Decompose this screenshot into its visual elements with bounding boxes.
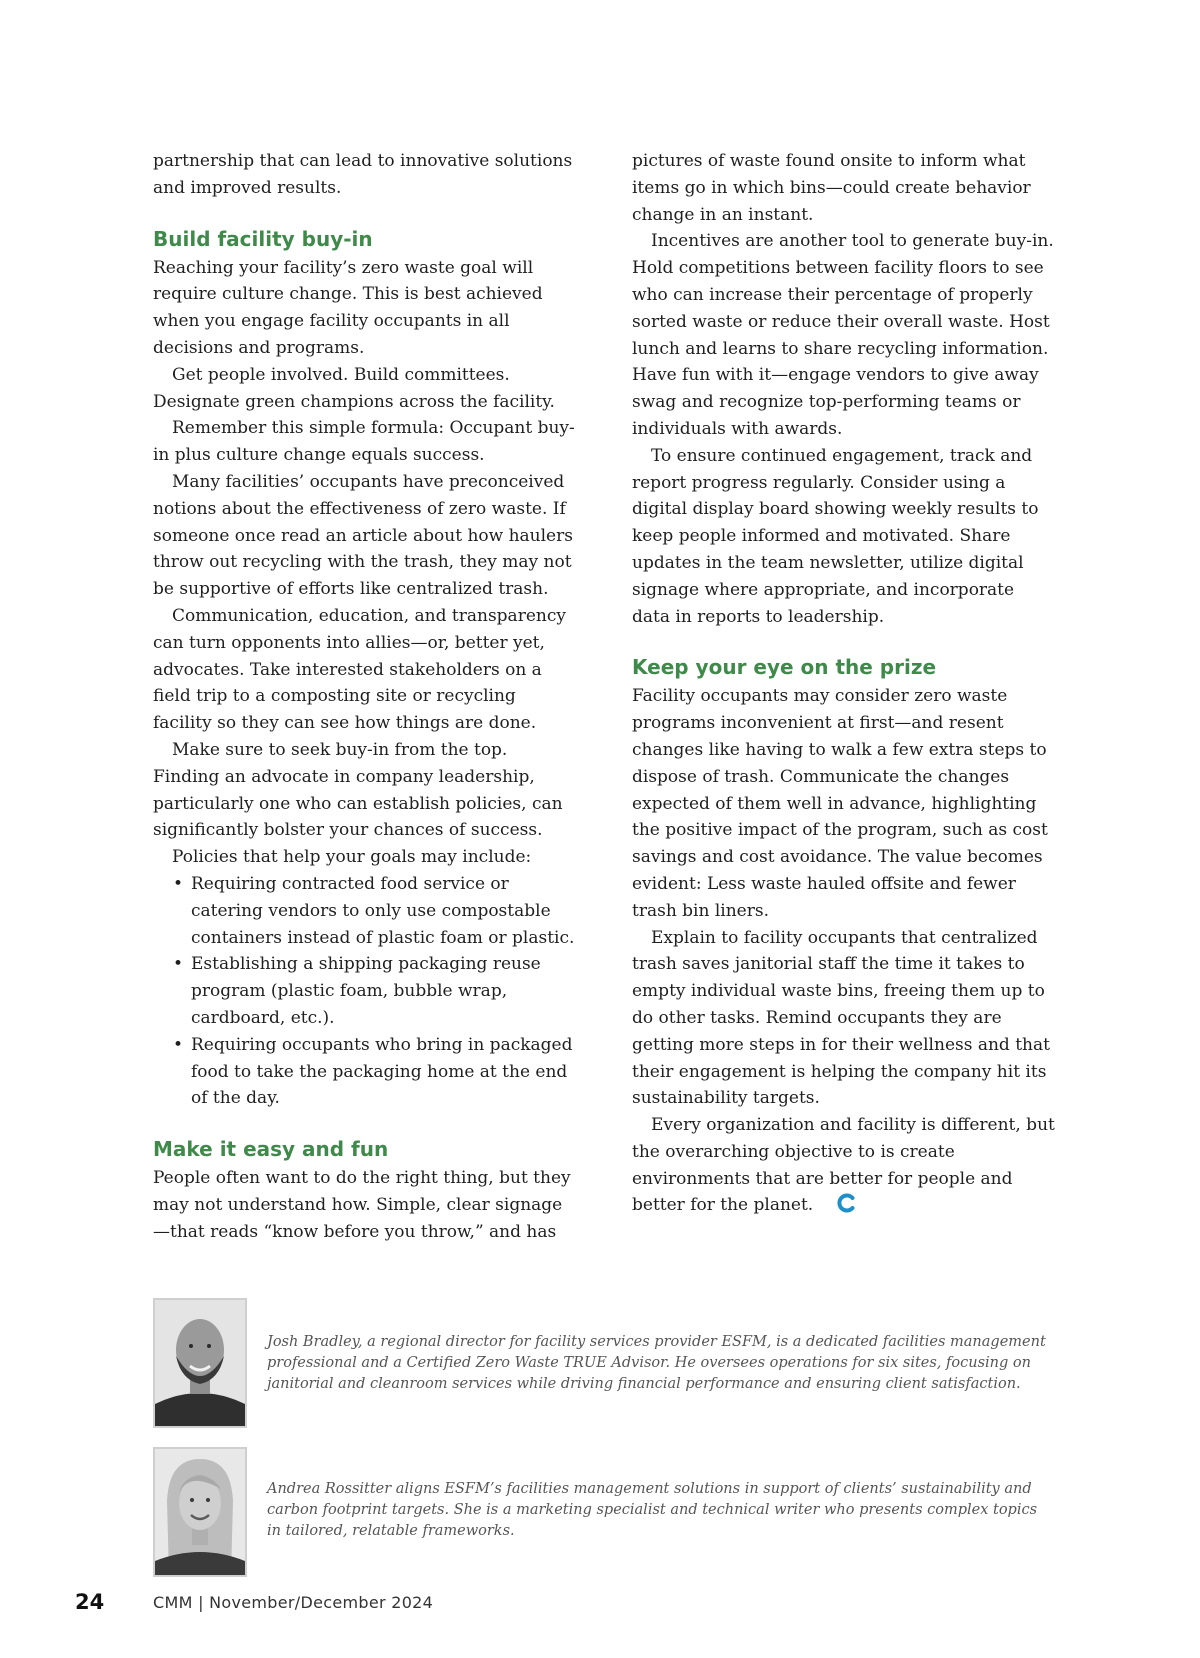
list-item: [153, 871, 578, 951]
paragraph: Make sure to seek buy-in from the top. Finding an advocate in company leadership, particularly one who can establish policies, can significantly bolster your chances of success.: [153, 739, 563, 841]
bullet-icon: •: [173, 954, 184, 975]
list-item: [153, 951, 578, 1031]
paragraph: Remember this simple formula: Occupant buy-in plus culture change equals success.: [153, 418, 575, 466]
paragraph: Reaching your facility’s zero waste goal will require culture change. This is best achieved when you engage facility occupants in all decisions and programs.: [153, 257, 543, 358]
author-photo: [153, 1447, 247, 1577]
paragraph: Incentives are another tool to generate buy-in. Hold competitions between facility floors to see who can increase their percentage of properly sorted waste or reduce their overall waste. Host lunch and learns to share recycling information. Have fun with it—engage vendors to give away swag and recognize top-performing teams or individuals with awards.: [632, 231, 1054, 439]
author-photo: [153, 1298, 247, 1428]
paragraph: Communication, education, and transparency can turn opponents into allies—or, better yet, advocates. Take interested stakeholders on a field trip to a composting site or recycling facility so they can see how things are done.: [153, 605, 566, 734]
paragraph: Many facilities’ occupants have preconceived notions about the effectiveness of zero waste. If someone once read an article about how haulers throw out recycling with the trash, they may not be supportive of efforts like centralized trash.: [153, 471, 573, 600]
list-item: [153, 1032, 578, 1112]
author-bio-josh-bradley: [153, 1298, 1053, 1426]
publication-line: CMM | November/December 2024: [153, 1593, 434, 1612]
bullet-icon: •: [173, 1034, 184, 1055]
section-heading-eye-on-prize: Keep your eye on the prize: [632, 655, 937, 680]
left-column: [153, 148, 578, 1245]
policy-list: [153, 871, 578, 1112]
paragraph-final: [632, 1112, 1057, 1222]
paragraph: Policies that help your goals may include:: [172, 847, 532, 868]
section-heading-build-buy-in: Build facility buy-in: [153, 226, 373, 251]
paragraph: To ensure continued engagement, track and report progress regularly. Consider using a digital display board showing weekly results to keep people informed and motivated. Share updates in the team newsletter, utilize digital signage where appropriate, and incorporate data in reports to leadership.: [632, 445, 1039, 627]
author-bio-andrea-rossitter: [153, 1447, 1053, 1575]
paragraph-final-text: Every organization and facility is different, but the overarching objective to is create environments that are better for people and better for the planet.: [632, 1115, 1055, 1216]
section-heading-easy-and-fun: Make it easy and fun: [153, 1137, 389, 1162]
paragraph: People often want to do the right thing, but they may not understand how. Simple, clear signage—that reads “know before you throw,” and has: [153, 1168, 571, 1242]
bullet-icon: •: [173, 873, 184, 894]
list-item-text: Requiring contracted food service or catering vendors to only use compostable containers instead of plastic foam or plastic.: [191, 873, 575, 948]
paragraph: Get people involved. Build committees. Designate green champions across the facility.: [153, 364, 555, 412]
paragraph: pictures of waste found onsite to inform what items go in which bins—could create behavior change in an instant.: [632, 151, 1031, 225]
list-item-text: Requiring occupants who bring in packaged food to take the packaging home at the end of the day.: [191, 1034, 573, 1109]
end-of-article-mark-icon: [817, 1193, 856, 1222]
paragraph: partnership that can lead to innovative solutions and improved results.: [153, 151, 573, 198]
right-column: [632, 148, 1057, 1222]
page-number: 24: [75, 1590, 105, 1614]
bio-text: Andrea Rossitter aligns ESFM’s facilities management solutions in support of clients’ sustainability and carbon footprint targets. She is a marketing specialist and technical writer who presents complex topics in tailored, relatable frameworks.: [267, 1481, 1038, 1539]
paragraph: Explain to facility occupants that centralized trash saves janitorial staff the time it takes to empty individual waste bins, freeing them up to do other tasks. Remind occupants they are getting more steps in for their wellness and that their engagement is helping the company hit its sustainability targets.: [632, 927, 1050, 1109]
paragraph: Facility occupants may consider zero waste programs inconvenient at first—and resent changes like having to walk a few extra steps to dispose of trash. Communicate the changes expected of them well in advance, highlighting the positive impact of the program, such as cost savings and cost avoidance. The value becomes evident: Less waste hauled offsite and fewer trash bin liners.: [632, 686, 1048, 921]
bio-text: Josh Bradley, a regional director for facility services provider ESFM, is a dedicated facilities management professional and a Certified Zero Waste TRUE Advisor. He oversees operations for six sites, focusing on janitorial and cleanroom services while driving financial performance and ensuring client satisfaction.: [267, 1334, 1046, 1392]
list-item-text: Establishing a shipping packaging reuse program (plastic foam, bubble wrap, cardboard, etc.).: [191, 954, 541, 1028]
